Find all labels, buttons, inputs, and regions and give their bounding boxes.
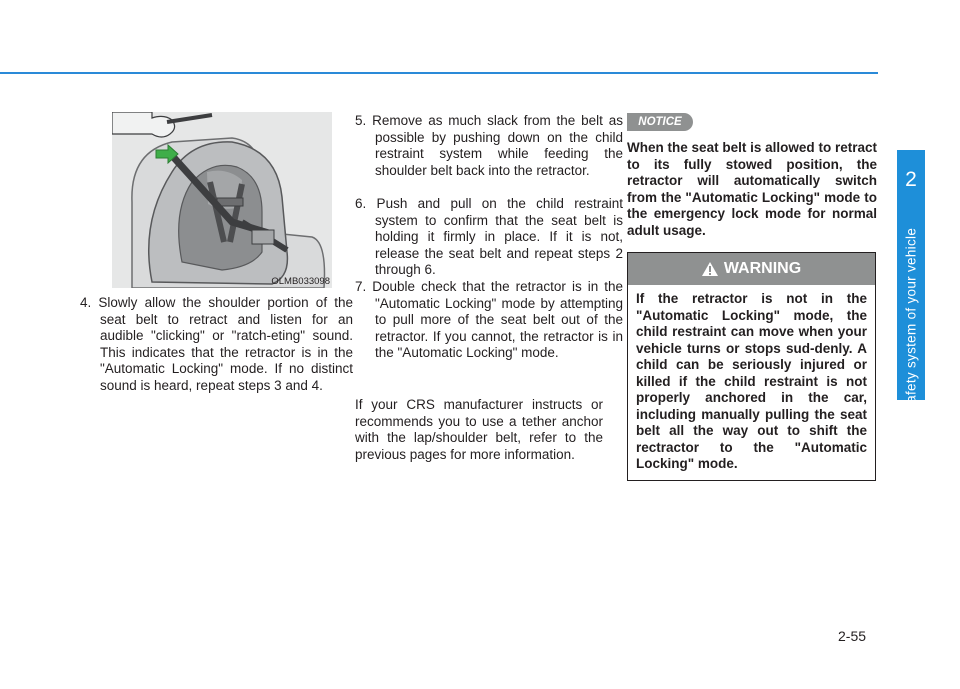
warning-label: WARNING [723, 260, 802, 277]
notice-text: When the seat belt is allowed to retract to its fully stowed position, the retractor will automatically switch from the "Automatic Locking" mode to the emergency lock mode for normal adult usage. [627, 140, 877, 238]
figure-code: OLMB033098 [271, 276, 330, 287]
step-5: 5. Remove as much slack from the belt as possible by pushing down on the child restraint system while feeding the shoulder belt back into the retractor. [355, 113, 623, 178]
child-seat-illustration [112, 112, 332, 288]
warning-box [627, 252, 876, 481]
step-6: 6. Push and pull on the child restraint system to confirm that the seat belt is holding it firmly in place. If it is not, release the seat belt and repeat steps 2 through 6. [355, 196, 623, 277]
warning-text: If the retractor is not in the "Automatic Locking" mode, the child restraint can move when your vehicle turns or stops sud-denly. A child can be seriously injured or killed if the child restraint is not properly anchored in the car, including manually pulling the seat belt all the way out to shift the rectractor to the "Automatic Locking" mode. [636, 291, 867, 471]
chapter-number: 2 [905, 168, 917, 191]
header-rule [0, 72, 878, 74]
step-4: 4. Slowly allow the shoulder portion of the seat belt to retract and listen for an audible "clicking" or "ratch-eting" sound. This indicates that the retractor is in the "Automatic Locking" mode. If no distinct sound is heard, repeat steps 3 and 4. [80, 295, 353, 393]
tether-paragraph: If your CRS manufacturer instructs or recommends you to use a tether anchor with the lap/shoulder belt, refer to the previous pages for more information. [355, 397, 603, 462]
page-number: 2-55 [838, 628, 867, 644]
step-7: 7. Double check that the retractor is in the "Automatic Locking" mode by attempting to pull more of the seat belt out of the retractor. If you cannot, the retractor is in the "Automatic Locking" mode. [355, 279, 623, 360]
warning-triangle-icon [702, 262, 718, 276]
chapter-title: Safety system of your vehicle [903, 227, 919, 413]
warning-header [628, 253, 875, 285]
child-seat-figure [112, 112, 332, 288]
notice-badge: NOTICE [627, 113, 693, 131]
